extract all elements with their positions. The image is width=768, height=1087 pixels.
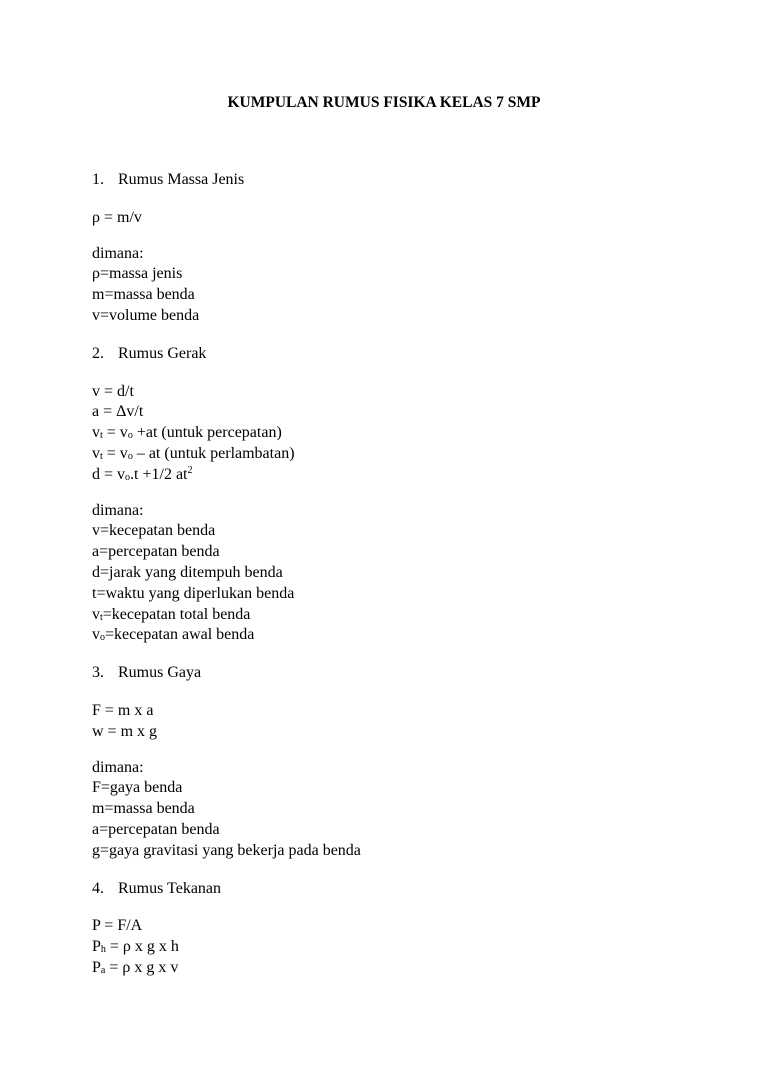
dimana-label: dimana: [92,244,144,262]
formula-line: $v_t = v_o +at$ (untuk percepatan) [92,424,282,442]
section-heading-tekanan [92,879,728,900]
dimana-label: dimana: [92,501,144,519]
formula-line: $P_h = \rho$ x g x h [92,938,179,956]
definition-line: d=jarak yang ditempuh benda [92,563,283,581]
formula-line: w = m x g [92,722,158,740]
definition-line: ρ=massa jenis [92,265,183,283]
definition-line: F=gaya benda [92,779,183,797]
dimana-label: dimana: [92,758,144,776]
section-title: Rumus Gerak [118,344,207,362]
section-number: 2. [92,344,104,362]
formula-line: a = Δv/t [92,403,144,421]
section-number: 1. [92,171,104,188]
definition-line: a=percepatan benda [92,543,220,561]
page-title: KUMPULAN RUMUS FISIKA KELAS 7 SMP [227,94,541,111]
formula-line: $d = v_o.t +1/2$ $at^2$ [92,464,193,483]
section-number: 3. [92,664,104,682]
section-heading-gaya [92,663,728,684]
section-title: Rumus Massa Jenis [118,171,245,188]
section-title: Rumus Tekanan [118,879,222,897]
definition-line: t=waktu yang diperlukan benda [92,584,295,602]
formula-line: F = m x a [92,701,154,719]
formula-line: $P_a = \rho$ x g x v [92,958,179,976]
definition-line: v=volume benda [92,306,200,324]
formula-line: v = d/t [92,382,134,400]
section-heading-massa-jenis [92,170,728,191]
formula-line: P = F/A [92,917,143,935]
section-title: Rumus Gaya [118,664,202,682]
definition-line: $v_o=kecepatan$ awal benda [92,626,255,644]
formula-line: ρ = m/v [92,208,142,226]
document-body [92,170,728,979]
section-heading-gerak [92,344,728,365]
definition-line: m=massa benda [92,286,195,304]
section-number: 4. [92,879,104,897]
definition-line: v=kecepatan benda [92,522,216,540]
formula-line: $v_t = v_o$ – at (untuk perlambatan) [92,444,295,462]
definition-line: m=massa benda [92,800,195,818]
definition-line: a=percepatan benda [92,820,220,838]
definition-line: $v_t=kecepatan$ total benda [92,605,251,623]
definition-line: g=gaya gravitasi yang bekerja pada benda [92,841,361,859]
